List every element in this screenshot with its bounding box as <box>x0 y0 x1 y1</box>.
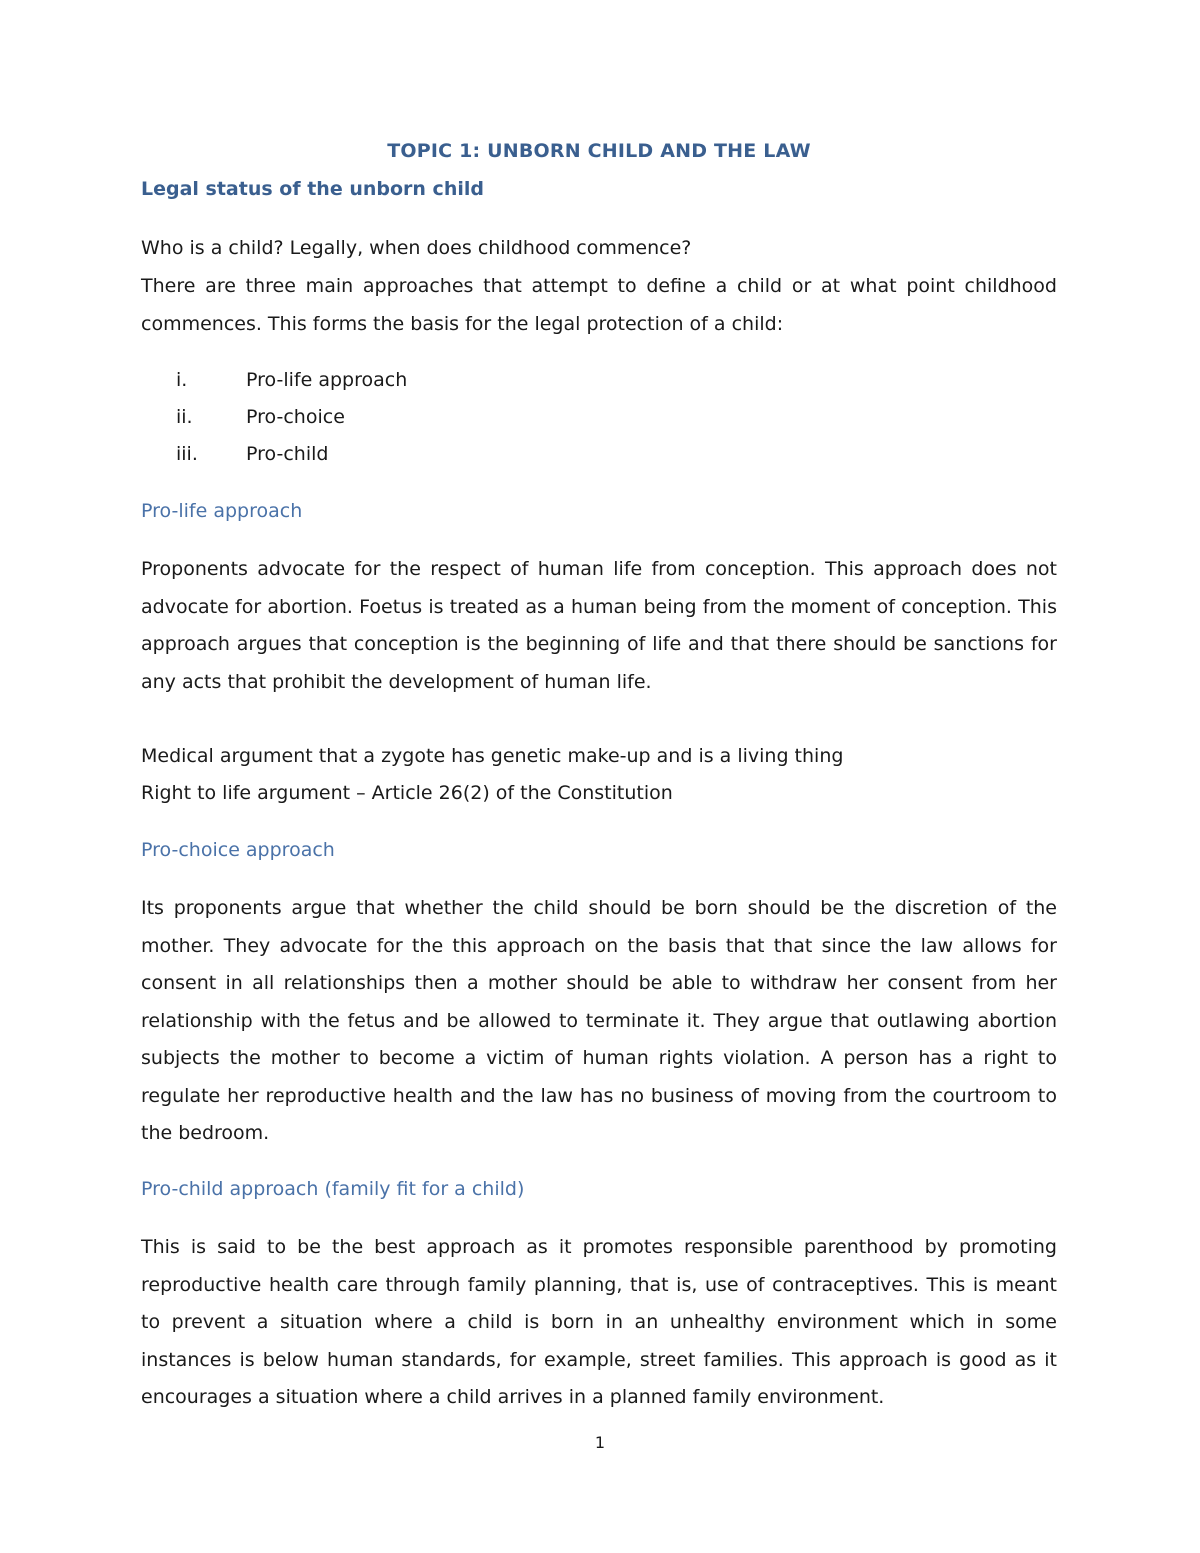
list-item-number: i. <box>176 369 188 391</box>
document-title: TOPIC 1: UNBORN CHILD AND THE LAW <box>387 140 811 162</box>
pro-life-heading: Pro-life approach <box>141 500 303 522</box>
pro-child-paragraph: This is said to be the best approach as it promotes responsible parenthood by promoting reproductive health care through family planning, that is, use of contraceptives. This is meant to prevent a situation where a child is born in an unhealthy environment which in some instances is below human standards, for example, street families. This approach is good as it encourages a situation where a child arrives in a planned family environment. <box>141 1236 1057 1408</box>
list-item-label: Pro-life approach <box>246 369 408 391</box>
pro-child-heading: Pro-child approach (family fit for a child) <box>141 1178 525 1200</box>
right-to-life-line: Right to life argument – Article 26(2) of the Constitution <box>141 782 673 804</box>
intro-paragraph: There are three main approaches that attempt to define a child or at what point childhood commences. This forms the basis for the legal protection of a child: <box>141 275 1057 335</box>
pro-choice-paragraph: Its proponents argue that whether the child should be born should be the discretion of the mother. They advocate for the this approach on the basis that that since the law allows for consent in all relationships then a mother should be able to withdraw her consent from her relationship with the fetus and be allowed to terminate it. They argue that outlawing abortion subjects the mother to become a victim of human rights violation. A person has a right to regulate her reproductive health and the law has no business of moving from the courtroom to the bedroom. <box>141 897 1057 1144</box>
pro-life-paragraph: Proponents advocate for the respect of human life from conception. This approach does not advocate for abortion. Foetus is treated as a human being from the moment of conception. This approach argues that conception is the beginning of life and that there should be sanctions for any acts that prohibit the development of human life. <box>141 558 1057 693</box>
section-title: Legal status of the unborn child <box>141 178 484 200</box>
medical-argument-line: Medical argument that a zygote has genetic make-up and is a living thing <box>141 745 844 767</box>
intro-question: Who is a child? Legally, when does childhood commence? <box>141 237 692 259</box>
list-item-number: ii. <box>176 406 193 428</box>
list-item-label: Pro-choice <box>246 406 345 428</box>
list-item <box>176 362 407 400</box>
list-item-label: Pro-child <box>246 443 329 465</box>
list-item <box>176 399 345 437</box>
list-item <box>176 436 328 474</box>
pro-choice-heading: Pro-choice approach <box>141 839 335 861</box>
page-number: 1 <box>594 1433 606 1452</box>
list-item-number: iii. <box>176 443 198 465</box>
